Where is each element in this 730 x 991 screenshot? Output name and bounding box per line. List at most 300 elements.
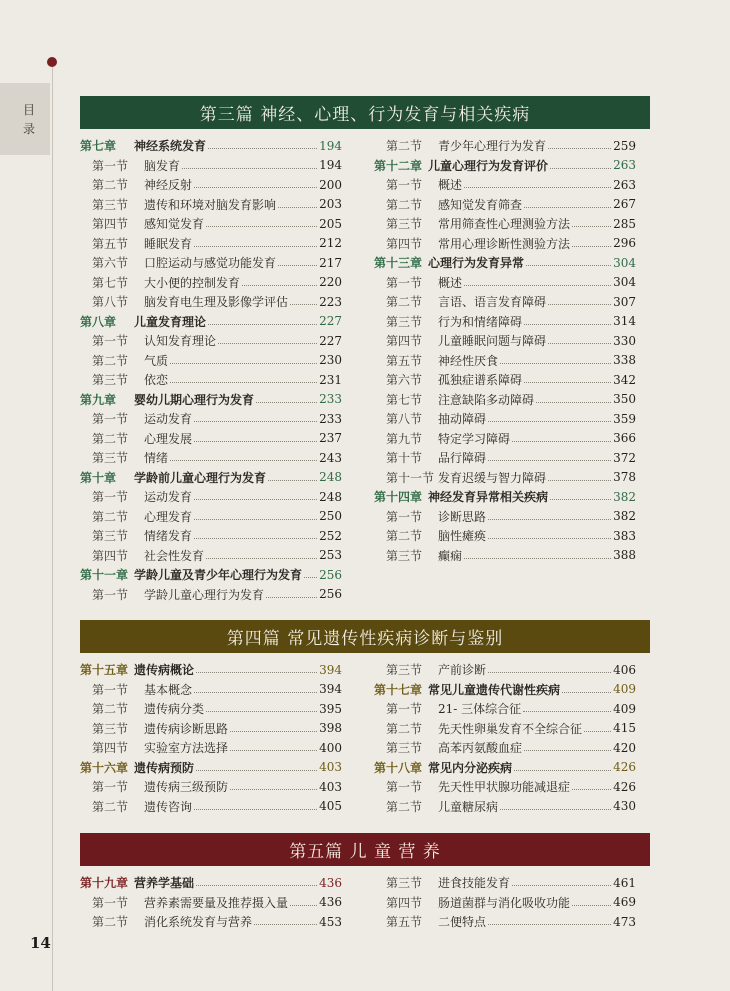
entry-number: 第三节 (386, 741, 423, 756)
toc-section-entry[interactable] (374, 719, 636, 739)
toc-section-entry[interactable] (374, 234, 636, 254)
toc-section-entry[interactable] (80, 585, 342, 605)
entry-title: 学龄儿童及青少年心理行为发育 (134, 568, 303, 583)
toc-section-entry[interactable] (80, 738, 342, 758)
entry-page: 461 (613, 875, 636, 890)
entry-page: 473 (613, 914, 636, 929)
entry-title: 二便特点 (438, 915, 487, 930)
entry-page: 330 (613, 333, 636, 348)
toc-section-entry[interactable] (80, 526, 342, 546)
entry-label (80, 293, 288, 310)
entry-number: 第一节 (386, 702, 423, 717)
entry-title: 儿童糖尿病 (438, 799, 499, 814)
toc-section-entry[interactable] (80, 487, 342, 507)
entry-title: 行为和情绪障碍 (438, 314, 523, 329)
entry-title: 认知发育理论 (144, 334, 217, 349)
entry-number: 第十五章 (80, 663, 129, 678)
toc-section-entry[interactable] (374, 797, 636, 817)
entry-title: 感知觉发育 (144, 217, 205, 232)
entry-number: 第十一节 (386, 470, 435, 485)
entry-number: 第一节 (386, 178, 423, 193)
entry-number: 第二节 (386, 529, 423, 544)
entry-number: 第七节 (92, 275, 129, 290)
entry-number: 第一节 (386, 780, 423, 795)
toc-section-entry[interactable] (80, 680, 342, 700)
entry-title: 实验室方法选择 (144, 741, 229, 756)
entry-title: 学龄前儿童心理行为发育 (134, 470, 267, 485)
entry-number: 第二节 (386, 139, 423, 154)
entry-number: 第九节 (386, 431, 423, 446)
dot-leader (572, 246, 611, 247)
entry-label (374, 254, 524, 271)
entry-title: 先天性卵巢发育不全综合征 (438, 721, 583, 736)
entry-number: 第十节 (386, 451, 423, 466)
toc-chapter-entry[interactable] (80, 312, 342, 332)
entry-label (80, 449, 168, 466)
entry-title: 遗传病诊断思路 (144, 721, 229, 736)
entry-page: 382 (613, 489, 636, 504)
toc-section-entry[interactable] (374, 448, 636, 468)
toc-section-entry[interactable] (80, 195, 342, 215)
entry-number: 第三节 (386, 548, 423, 563)
dot-leader (488, 538, 611, 539)
entry-label (374, 215, 570, 232)
entry-title: 学龄儿童心理行为发育 (144, 587, 265, 602)
entry-label (80, 547, 204, 564)
entry-title: 高苯丙氨酸血症 (438, 741, 523, 756)
entry-page: 253 (319, 548, 342, 563)
entry-number: 第二节 (92, 431, 129, 446)
margin-rule (52, 63, 53, 991)
entry-number: 第三节 (92, 197, 129, 212)
entry-number: 第三节 (386, 663, 423, 678)
entry-label (374, 700, 521, 717)
entry-page: 436 (319, 895, 342, 910)
dot-leader (170, 382, 317, 383)
entry-title: 儿童睡眠问题与障碍 (438, 334, 547, 349)
entry-title: 孤独症谱系障碍 (438, 373, 523, 388)
entry-label (80, 778, 228, 795)
dot-leader (256, 402, 317, 403)
entry-title: 神经性厌食 (438, 353, 499, 368)
entry-page: 252 (319, 528, 342, 543)
entry-title: 遗传和环境对脑发育影响 (144, 197, 277, 212)
toc-section-entry[interactable] (80, 429, 342, 449)
entry-title: 依恋 (144, 373, 169, 388)
entry-number: 第一节 (92, 158, 129, 173)
entry-page: 395 (319, 701, 342, 716)
entry-page: 403 (319, 779, 342, 794)
entry-number: 第二节 (92, 702, 129, 717)
entry-page: 430 (613, 799, 636, 814)
entry-label (374, 332, 546, 349)
entry-page: 200 (319, 177, 342, 192)
dot-leader (548, 343, 611, 344)
toc-section-entry[interactable] (80, 292, 342, 312)
toc-section-entry[interactable] (80, 351, 342, 371)
entry-number: 第十七章 (374, 682, 423, 697)
toc-section-entry[interactable] (374, 893, 636, 913)
entry-number: 第十九章 (80, 876, 129, 891)
entry-label (374, 449, 486, 466)
entry-label (374, 798, 498, 815)
entry-title: 情绪发育 (144, 529, 193, 544)
toc-section-entry[interactable] (80, 699, 342, 719)
entry-label (80, 681, 192, 698)
dot-leader (290, 304, 317, 305)
dot-leader (464, 187, 611, 188)
entry-number: 第一节 (386, 275, 423, 290)
entry-title: 脑性瘫痪 (438, 529, 487, 544)
dot-leader (230, 750, 317, 751)
toc-chapter-entry[interactable] (374, 156, 636, 176)
entry-number: 第五节 (386, 353, 423, 368)
toc-chapter-entry[interactable] (80, 873, 342, 893)
dot-leader (268, 480, 317, 481)
toc-section-entry[interactable] (80, 912, 342, 932)
entry-page: 203 (319, 197, 342, 212)
toc-section-entry[interactable] (80, 719, 342, 739)
toc-section-entry[interactable] (374, 409, 636, 429)
entry-label (80, 488, 192, 505)
entry-label (80, 235, 192, 252)
toc-section-entry[interactable] (374, 526, 636, 546)
entry-number: 第二节 (92, 509, 129, 524)
entry-number: 第十一章 (80, 568, 129, 583)
entry-page: 243 (319, 450, 342, 465)
toc-section-entry[interactable] (80, 777, 342, 797)
toc-section-entry[interactable] (80, 331, 342, 351)
entry-page: 194 (319, 158, 342, 173)
entry-title: 概述 (438, 178, 463, 193)
dot-leader (290, 905, 317, 906)
entry-title: 遗传病概论 (134, 663, 195, 678)
entry-label (80, 313, 206, 330)
entry-title: 进食技能发育 (438, 876, 511, 891)
dot-leader (526, 265, 611, 266)
entry-title: 心理行为发育异常 (428, 256, 525, 271)
entry-number: 第十三章 (374, 256, 423, 271)
entry-page: 263 (613, 158, 636, 173)
dot-leader (206, 558, 317, 559)
entry-number: 第七章 (80, 139, 117, 154)
entry-label (374, 371, 522, 388)
toc-section-entry[interactable] (80, 507, 342, 527)
entry-number: 第六节 (386, 373, 423, 388)
toc-section-entry[interactable] (374, 507, 636, 527)
dot-leader (266, 597, 317, 598)
entry-title: 特定学习障碍 (438, 431, 511, 446)
entry-label (80, 332, 216, 349)
entry-number: 第二节 (386, 197, 423, 212)
entry-number: 第一节 (92, 587, 129, 602)
entry-label (80, 196, 276, 213)
entry-title: 遗传咨询 (144, 799, 193, 814)
toc-section-entry[interactable] (374, 738, 636, 758)
entry-page: 394 (319, 662, 342, 677)
entry-label (80, 254, 276, 271)
dot-leader (194, 538, 317, 539)
entry-page: 342 (613, 372, 636, 387)
dot-leader (548, 148, 611, 149)
toc-section-entry[interactable] (374, 873, 636, 893)
entry-label (80, 176, 192, 193)
entry-title: 常见内分泌疾病 (428, 760, 513, 775)
toc-section-entry[interactable] (80, 797, 342, 817)
entry-title: 肠道菌群与消化吸收功能 (438, 895, 571, 910)
entry-page: 415 (613, 721, 636, 736)
toc-section-entry[interactable] (80, 214, 342, 234)
dot-leader (194, 499, 317, 500)
dot-leader (524, 207, 611, 208)
entry-number: 第二节 (92, 178, 129, 193)
entry-label (374, 391, 534, 408)
dot-leader (500, 809, 611, 810)
toc-section-entry[interactable] (374, 195, 636, 215)
dot-leader (230, 789, 317, 790)
entry-page: 388 (613, 548, 636, 563)
dot-leader (536, 402, 611, 403)
entry-label (80, 894, 288, 911)
entry-title: 概述 (438, 275, 463, 290)
dot-leader (524, 382, 611, 383)
toc-chapter-entry[interactable] (80, 468, 342, 488)
entry-number: 第三节 (92, 529, 129, 544)
dot-leader (194, 246, 317, 247)
toc-section-entry[interactable] (374, 312, 636, 332)
toc-section-entry[interactable] (374, 331, 636, 351)
entry-label (80, 586, 264, 603)
entry-page: 359 (613, 411, 636, 426)
entry-title: 情绪 (144, 451, 169, 466)
toc-section-entry[interactable] (374, 351, 636, 371)
entry-label (374, 913, 486, 930)
toc-section-entry[interactable] (374, 175, 636, 195)
entry-page: 400 (319, 740, 342, 755)
entry-page: 256 (319, 567, 342, 582)
toc-section-entry[interactable] (374, 660, 636, 680)
entry-page: 220 (319, 275, 342, 290)
entry-page: 338 (613, 353, 636, 368)
entry-page: 366 (613, 431, 636, 446)
toc-section-entry[interactable] (374, 468, 636, 488)
entry-number: 第一节 (92, 682, 129, 697)
toc-chapter-entry[interactable] (80, 390, 342, 410)
entry-number: 第四节 (92, 217, 129, 232)
entry-label (80, 352, 168, 369)
toc-section-entry[interactable] (374, 292, 636, 312)
entry-page: 405 (319, 799, 342, 814)
entry-page: 227 (319, 314, 342, 329)
dot-leader (196, 672, 317, 673)
toc-section-entry[interactable] (80, 893, 342, 913)
dot-leader (524, 324, 611, 325)
toc-section-entry[interactable] (374, 390, 636, 410)
dot-leader (488, 460, 611, 461)
margin-dot (47, 57, 57, 67)
entry-number: 第五节 (92, 236, 129, 251)
toc-chapter-entry[interactable] (374, 487, 636, 507)
dot-leader (512, 885, 611, 886)
dot-leader (304, 577, 317, 578)
entry-page: 194 (319, 138, 342, 153)
toc-chapter-entry[interactable] (80, 660, 342, 680)
entry-page: 314 (613, 314, 636, 329)
entry-title: 婴幼儿期心理行为发育 (134, 392, 255, 407)
toc-section-entry[interactable] (80, 156, 342, 176)
entry-title: 营养学基础 (134, 876, 195, 891)
toc-chapter-entry[interactable] (374, 758, 636, 778)
entry-page: 426 (613, 760, 636, 775)
toc-section-entry[interactable] (374, 699, 636, 719)
entry-page: 223 (319, 294, 342, 309)
dot-leader (242, 285, 317, 286)
entry-page: 263 (613, 177, 636, 192)
toc-column (374, 136, 636, 565)
entry-label (374, 874, 510, 891)
toc-section-entry[interactable] (80, 234, 342, 254)
entry-label (374, 313, 522, 330)
entry-number: 第三节 (386, 876, 423, 891)
entry-title: 心理发展 (144, 431, 193, 446)
entry-number: 第一节 (92, 490, 129, 505)
entry-title: 21- 三体综合征 (438, 702, 522, 717)
toc-section-entry[interactable] (374, 370, 636, 390)
entry-number: 第二节 (92, 915, 129, 930)
entry-label (80, 720, 228, 737)
toc-chapter-entry[interactable] (80, 136, 342, 156)
dot-leader (208, 148, 317, 149)
entry-label (80, 469, 266, 486)
entry-label (374, 759, 512, 776)
entry-label (80, 215, 204, 232)
entry-label (374, 137, 546, 154)
entry-page: 248 (319, 489, 342, 504)
entry-label (374, 488, 548, 505)
entry-label (374, 235, 570, 252)
entry-label (80, 700, 204, 717)
toc-chapter-entry[interactable] (80, 758, 342, 778)
entry-page: 398 (319, 721, 342, 736)
dot-leader (194, 519, 317, 520)
dot-leader (194, 187, 317, 188)
entry-label (374, 469, 546, 486)
toc-section-entry[interactable] (80, 370, 342, 390)
dot-leader (523, 711, 611, 712)
dot-leader (524, 750, 611, 751)
entry-page: 237 (319, 431, 342, 446)
toc-chapter-entry[interactable] (374, 680, 636, 700)
entry-page: 233 (319, 392, 342, 407)
entry-number: 第四节 (386, 895, 423, 910)
entry-page: 372 (613, 450, 636, 465)
entry-number: 第十四章 (374, 490, 423, 505)
dot-leader (254, 924, 317, 925)
entry-title: 常用筛查性心理测验方法 (438, 217, 571, 232)
entry-label (80, 874, 194, 891)
entry-label (80, 137, 206, 154)
entry-title: 先天性甲状腺功能减退症 (438, 780, 571, 795)
entry-label (374, 720, 582, 737)
entry-label (374, 739, 522, 756)
toc-section-entry[interactable] (374, 136, 636, 156)
entry-label (80, 508, 192, 525)
toc-section-entry[interactable] (374, 912, 636, 932)
entry-number: 第三节 (92, 373, 129, 388)
toc-section-entry[interactable] (374, 429, 636, 449)
entry-number: 第十六章 (80, 760, 129, 775)
toc-section-entry[interactable] (80, 546, 342, 566)
dot-leader (488, 519, 611, 520)
entry-number: 第四节 (92, 741, 129, 756)
toc-chapter-entry[interactable] (80, 565, 342, 585)
entry-page: 403 (319, 760, 342, 775)
dot-leader (170, 460, 317, 461)
part-banner-4: 第四篇 常见遗传性疾病诊断与鉴别 (80, 620, 650, 653)
entry-page: 406 (613, 662, 636, 677)
entry-number: 第十章 (80, 470, 117, 485)
toc-section-entry[interactable] (374, 546, 636, 566)
entry-page: 296 (613, 236, 636, 251)
dot-leader (278, 207, 317, 208)
entry-title: 遗传病预防 (134, 760, 195, 775)
entry-number: 第一节 (92, 412, 129, 427)
sidebar-tab-label: 目录 (22, 103, 35, 136)
entry-number: 第三节 (386, 314, 423, 329)
dot-leader (488, 421, 611, 422)
entry-number: 第九章 (80, 392, 117, 407)
dot-leader (572, 789, 611, 790)
entry-page: 350 (613, 392, 636, 407)
toc-section-entry[interactable] (374, 273, 636, 293)
entry-title: 常见儿童遗传代谢性疾病 (428, 682, 561, 697)
entry-page: 259 (613, 138, 636, 153)
entry-label (80, 430, 192, 447)
dot-leader (206, 226, 317, 227)
dot-leader (182, 168, 317, 169)
toc-chapter-entry[interactable] (374, 253, 636, 273)
dot-leader (218, 343, 317, 344)
entry-title: 产前诊断 (438, 663, 487, 678)
entry-page: 217 (319, 255, 342, 270)
entry-title: 言语、语言发育障碍 (438, 295, 547, 310)
dot-leader (196, 885, 317, 886)
dot-leader (548, 304, 611, 305)
entry-number: 第五节 (386, 915, 423, 930)
entry-label (80, 913, 252, 930)
entry-number: 第八章 (80, 314, 117, 329)
entry-page: 205 (319, 216, 342, 231)
entry-page: 307 (613, 294, 636, 309)
toc-section-entry[interactable] (80, 448, 342, 468)
entry-page: 382 (613, 509, 636, 524)
toc-section-entry[interactable] (80, 253, 342, 273)
entry-number: 第三节 (92, 721, 129, 736)
toc-section-entry[interactable] (374, 777, 636, 797)
entry-title: 气质 (144, 353, 169, 368)
dot-leader (550, 168, 611, 169)
toc-section-entry[interactable] (374, 214, 636, 234)
entry-label (80, 661, 194, 678)
entry-page: 436 (319, 875, 342, 890)
toc-section-entry[interactable] (80, 175, 342, 195)
entry-title: 青少年心理行为发育 (438, 139, 547, 154)
toc-section-entry[interactable] (80, 273, 342, 293)
entry-page: 230 (319, 353, 342, 368)
entry-number: 第三节 (92, 451, 129, 466)
toc-section-entry[interactable] (80, 409, 342, 429)
entry-page: 383 (613, 528, 636, 543)
